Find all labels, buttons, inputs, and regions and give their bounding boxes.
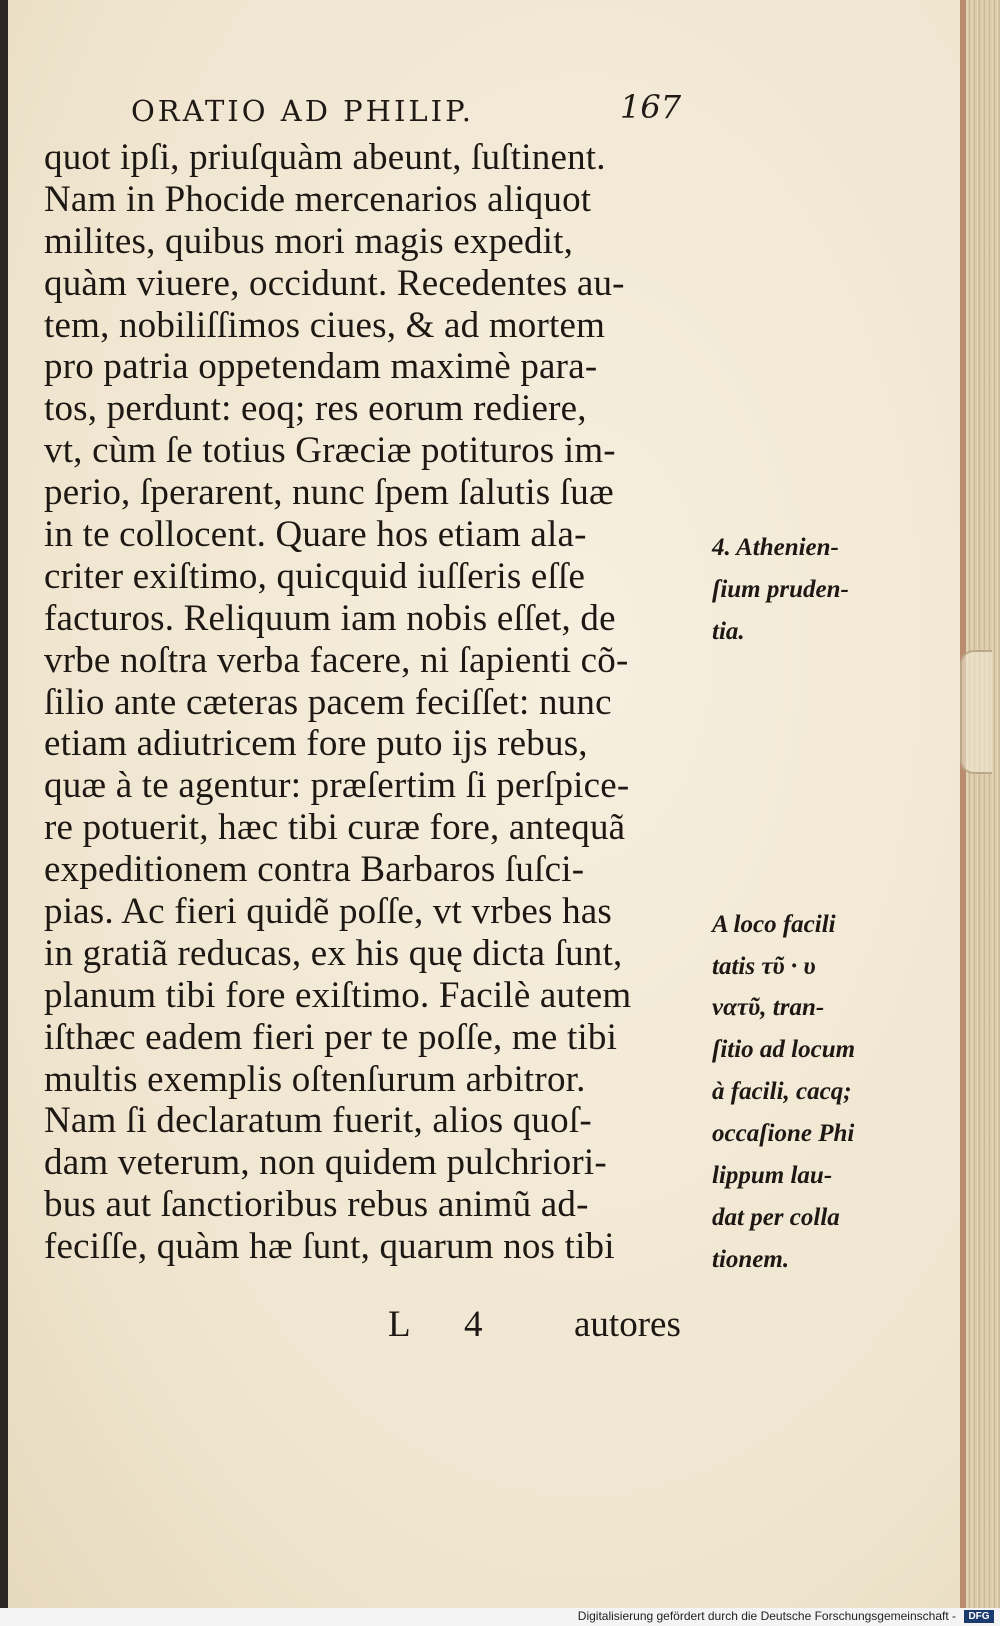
signature-number: 4 [464,1304,483,1345]
text-line: planum tibi fore exiſtimo. Facilè autem [44,974,632,1016]
digitization-credit: Digitalisierung gefördert durch die Deutsche Forschungsgemeinschaft - [577,1609,956,1623]
margin-note-line: ſitio ad locum [712,1036,856,1064]
body-text [44,137,714,1268]
text-line: etiam adiutricem fore puto ijs rebus, [44,723,588,765]
margin-note-line: tia. [712,617,745,645]
text-line: ſilio ante cæteras pacem feciſſet: nunc [44,681,612,723]
margin-note-line: lippum lau- [712,1162,833,1190]
text-line: pro patria oppetendam maximè para- [44,346,598,388]
text-line: expeditionem contra Barbaros ſuſci- [44,849,585,891]
text-line: iſthæc eadem fieri per te poſſe, me tibi [44,1016,618,1058]
text-line: tos, perdunt: eoq; res eorum rediere, [44,388,587,430]
margin-note-line: occaſione Phi [712,1120,855,1148]
text-line: facturos. Reliquum iam nobis eſſet, de [44,597,616,639]
marginal-notes [712,527,882,1281]
text-line: quàm viuere, occidunt. Recedentes au- [44,262,625,304]
margin-note-line: ſium pruden- [712,575,849,603]
text-line: re potuerit, hæc tibi curæ fore, antequã [44,807,626,849]
text-line: multis exemplis oſtenſurum arbitror. [44,1058,586,1100]
text-line: in te collocent. Quare hos etiam ala- [44,514,587,556]
running-head: ORATIO AD PHILIP. [131,94,474,128]
page-stack-edge [966,0,1000,1608]
margin-note-line: νατῦ, tran- [712,994,825,1022]
text-line: bus aut ſanctioribus rebus animũ ad- [44,1184,589,1226]
dfg-logo: DFG [964,1610,994,1623]
text-line: milites, quibus mori magis expedit, [44,220,574,262]
text-line: quot ipſi, priuſquàm abeunt, ſuſtinent. [44,137,606,178]
margin-note-line: 4. Athenien- [712,534,839,561]
text-line: tem, nobiliſſimos ciues, & ad mortem [44,304,606,346]
text-line: quæ à te agentur: præſertim ſi perſpice- [44,765,630,807]
margin-note-line: tatis τῦ · υ [712,952,816,980]
book-clasp [960,650,992,774]
text-line: Nam ſi declaratum fuerit, alios quoſ- [44,1100,592,1142]
catchword: autores [574,1304,681,1345]
text-line: dam veterum, non quidem pulchriori- [44,1142,607,1184]
catchline [388,1303,708,1343]
text-line: Nam in Phocide mercenarios aliquot [44,178,592,220]
margin-note-line: A loco facili [712,910,836,938]
page-number: 167 [620,88,682,126]
text-line: vrbe noſtra verba facere, ni ſapienti cõ- [44,639,629,681]
text-line: in gratiã reducas, ex his quę dicta ſunt, [44,932,623,974]
margin-spacer [712,653,882,904]
text-line: pias. Ac fieri quidẽ poſſe, vt vrbes has [44,891,613,933]
text-line: feciſſe, quàm hæ ſunt, quarum nos tibi [44,1226,615,1268]
book-page [8,0,968,1608]
margin-note-line: à facili, cacq; [712,1078,852,1106]
signature-mark: L [388,1304,411,1345]
text-line: criter exiſtimo, quicquid iuſſeris eſſe [44,555,586,597]
text-line: vt, cùm ſe totius Græciæ potituros im- [44,430,616,472]
margin-note-line: dat per colla [712,1203,840,1231]
margin-note-line: tionem. [712,1245,790,1273]
text-line: perio, ſperarent, nunc ſpem ſalutis ſuæ [44,472,614,514]
